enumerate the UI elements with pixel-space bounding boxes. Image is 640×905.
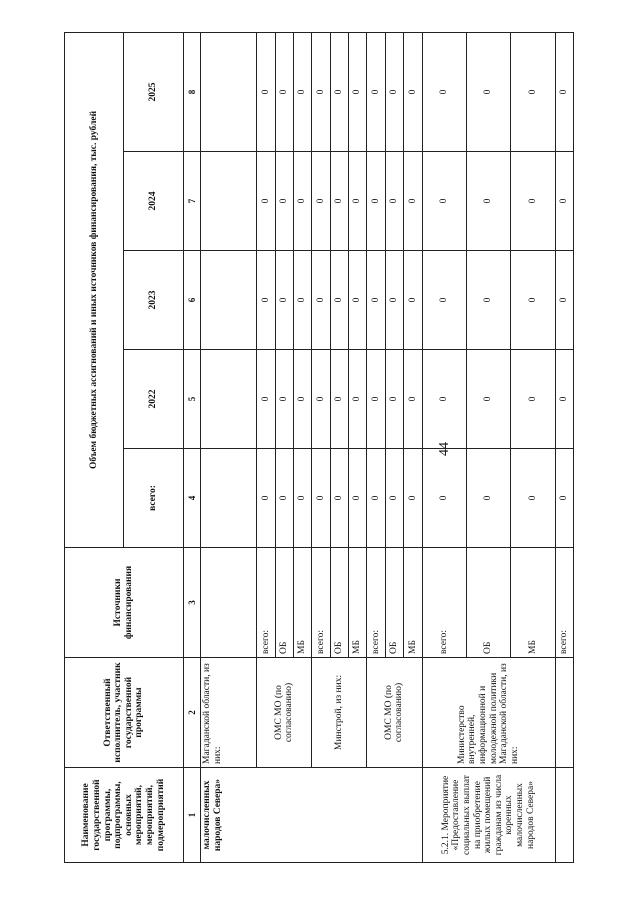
source-cell: МБ [294,548,312,658]
rotated-table-container [64,33,574,863]
table-row [555,32,574,862]
source-cell: МБ [404,548,422,658]
value-cell: 0 [422,350,466,449]
value-cell: 0 [257,32,275,151]
col-number: 2 [183,658,201,768]
col-number: 7 [183,152,201,251]
value-cell: 0 [555,32,574,151]
header-name: Наименование государственной программы, подпрограммы, основных мероприятий, мероприятий, подмероприятий [65,768,184,863]
source-cell: всего: [257,548,275,658]
header-funding-group: Объем бюджетных ассигнований и иных источников финансирования, тыс. рублей [65,32,124,547]
value-cell: 0 [257,350,275,449]
value-cell: 0 [257,251,275,350]
executor-cell: Минстрой, из них: [312,658,367,768]
funding-table [64,32,574,863]
value-cell: 0 [466,152,510,251]
source-cell: МБ [511,548,555,658]
value-cell: 0 [275,152,293,251]
source-cell: МБ [349,548,367,658]
value-cell: 0 [294,32,312,151]
value-cell: 0 [555,251,574,350]
value-cell: 0 [404,350,422,449]
source-cell: ОБ [330,548,348,658]
value-cell: 0 [555,152,574,251]
value-cell: 0 [404,251,422,350]
col-number: 8 [183,32,201,151]
value-cell: 0 [367,251,385,350]
value-cell: 0 [330,350,348,449]
value-cell: 0 [294,350,312,449]
source-cell: всего: [367,548,385,658]
value-cell: 0 [312,449,330,548]
value-cell: 0 [349,251,367,350]
value-cell: 0 [330,152,348,251]
value-cell: 0 [511,152,555,251]
value-cell: 0 [422,449,466,548]
header-row-1 [65,32,124,862]
value-cell: 0 [330,251,348,350]
col-number: 3 [183,548,201,658]
value-cell: 0 [404,32,422,151]
value-cell: 0 [385,350,403,449]
header-year: 2025 [124,32,183,151]
value-cell: 0 [275,32,293,151]
source-cell: всего: [312,548,330,658]
table-row [257,32,275,862]
value-cell: 0 [422,152,466,251]
value-cell: 0 [466,350,510,449]
value-cell: 0 [312,152,330,251]
measure-name-cell: 5.2.1. Мероприятие «Предоставление социальных выплат на приобретение жилых помещений гражданам из числа коренных малочисленных народов Севера» [422,768,555,863]
value-cell: 0 [330,449,348,548]
value-cell: 0 [404,152,422,251]
value-cell: 0 [555,350,574,449]
value-cell: 0 [466,251,510,350]
table-row [201,32,257,862]
value-cell: 0 [257,449,275,548]
value-cell: 0 [422,251,466,350]
column-number-row [183,32,201,862]
value-cell: 0 [349,449,367,548]
executor-cell: Министерство внутренней, информационной и молодежной политики Магаданской области, из них: [422,658,555,768]
value-cell: 0 [367,449,385,548]
value-cell: 0 [511,350,555,449]
value-cell: 0 [294,251,312,350]
value-cell: 0 [511,251,555,350]
value-cell: 0 [257,152,275,251]
page-number: 44 [437,442,452,456]
header-executor: Ответственный исполнитель, участник государственной программы [65,658,184,768]
value-cell: 0 [422,32,466,151]
value-cell: 0 [349,350,367,449]
value-cell: 0 [275,449,293,548]
executor-cell: ОМС МО (по согласованию) [257,658,312,768]
value-cell: 0 [511,32,555,151]
source-cell: всего: [422,548,466,658]
table-row [422,32,466,862]
col-number: 6 [183,251,201,350]
value-cell: 0 [367,152,385,251]
col-number: 4 [183,449,201,548]
source-cell: ОБ [385,548,403,658]
value-cell: 0 [385,251,403,350]
source-cell: всего: [555,548,574,658]
header-year: 2022 [124,350,183,449]
program-name-cell: малочисленных народов Севера» [201,768,422,863]
table-row [367,32,385,862]
col-number: 1 [183,768,201,863]
value-cell: 0 [404,449,422,548]
value-cell: 0 [312,350,330,449]
value-cell: 0 [367,32,385,151]
value-cell: 0 [275,350,293,449]
header-year: 2023 [124,251,183,350]
value-cell: 0 [349,152,367,251]
source-cell: ОБ [275,548,293,658]
header-source: Источники финансирования [65,548,184,658]
table-row [312,32,330,862]
value-cell: 0 [330,32,348,151]
source-cell: ОБ [466,548,510,658]
value-cell: 0 [275,251,293,350]
value-cell: 0 [312,32,330,151]
value-cell: 0 [385,449,403,548]
executor-cell: Магаданской области, из них: [201,658,257,768]
value-cell: 0 [555,449,574,548]
value-cell: 0 [294,152,312,251]
value-cell: 0 [466,449,510,548]
value-cell: 0 [294,449,312,548]
col-number: 5 [183,350,201,449]
value-cell: 0 [385,32,403,151]
value-cell: 0 [511,449,555,548]
value-cell: 0 [312,251,330,350]
value-cell: 0 [385,152,403,251]
value-cell: 0 [466,32,510,151]
value-cell: 0 [367,350,385,449]
value-cell: 0 [349,32,367,151]
header-year: 2024 [124,152,183,251]
executor-cell: ОМС МО (по согласованию) [367,658,422,768]
header-year: всего: [124,449,183,548]
